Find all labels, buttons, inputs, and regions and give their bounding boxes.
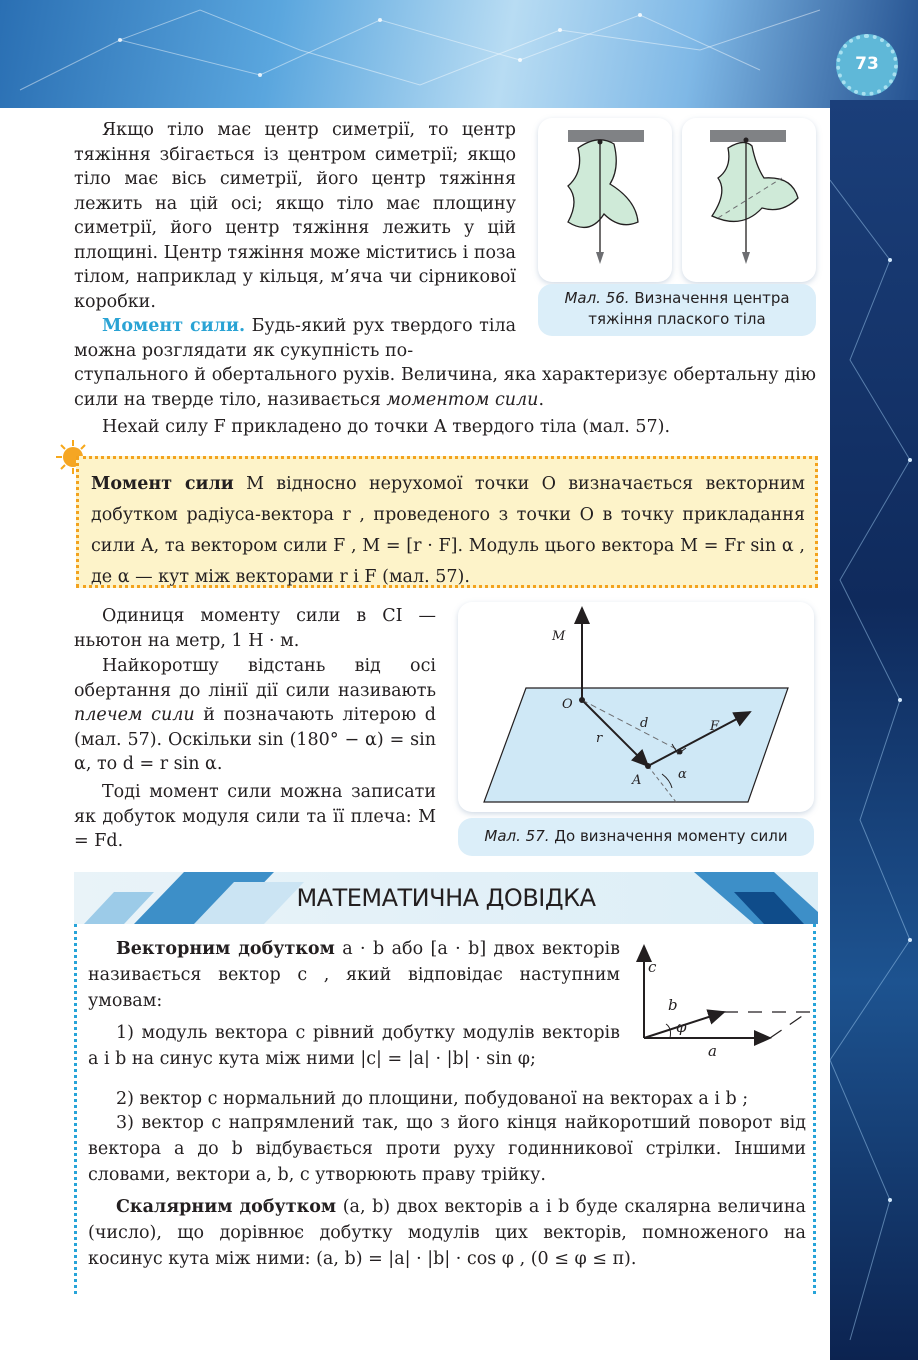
plumb-line-figure-2 [682,118,816,282]
label-alpha: α [678,767,687,782]
paragraph-moment-intro-a: Момент сили. Будь-який рух твердого тіла можна розглядати як сукупність по- [74,316,516,361]
math-reference-title: МАТЕМАТИЧНА ДОВІДКА [296,884,596,912]
term-dot-product: Скалярним добутком [116,1197,337,1217]
paragraph-moment-formula: Тоді момент сили можна записати як добуток модуля сили та її плеча: M = Fd. [74,782,436,851]
paragraph-symmetry: Якщо тіло має центр симетрії, то центр тяжіння збігається із центром симетрії; якщо тіло має вісь симетрії, його центр тяжіння лежить на цій осі; якщо тіло має площину симетрії, його центр тяжіння лежить у цій площині. Центр тяжіння може міститись і поза тілом, наприклад у кільця, м’яча чи сірникової коробки. [74,120,516,312]
paragraph-lever-arm [74,654,436,777]
page-number: 73 [855,54,879,74]
math-dot-product-def [88,1194,806,1272]
term-lever-arm: плечем сили [74,705,195,725]
lever-text-a: Найкоротшу відстань від осі обертання до лінії дії сили називають [74,656,436,701]
fig57-text: До визначення моменту сили [554,827,788,845]
cross-product-text: a · b або [a · b] двох векторів називається вектор c , який відповідає наступним умовам: [88,939,621,1011]
plumb-line-figure-1 [538,118,672,282]
math-condition-2: 2) вектор c нормальний до площини, побудованої на векторах a і b ; [116,1089,749,1109]
math-reference-header [74,872,818,924]
header-banner [0,0,918,108]
constellation-decoration [0,0,918,108]
label-M: M [552,629,566,644]
vector-product-diagram [630,940,810,1060]
diagram-label-c: c [648,958,657,976]
paragraph-force-applied: Нехай силу F прикладено до точки A твердого тіла (мал. 57). [102,417,671,437]
fig57-label: Мал. 57. [484,827,550,845]
paragraph-unit: Одиниця моменту сили в СІ — ньютон на метр, 1 Н · м. [74,606,436,651]
term-cross-product: Векторним добутком [116,939,335,959]
diagram-label-phi: φ [676,1018,687,1036]
math-condition-1: 1) модуль вектора c рівний добутку модулів векторів a і b на синус кута між ними |c| = |a| · |b| · sin φ; [88,1023,620,1069]
diagram-label-b: b [668,996,678,1014]
fig56-caption [538,284,816,336]
label-r: r [596,731,603,746]
side-decoration [830,100,918,1360]
fig57-caption [458,818,814,856]
dot-product-text: (a, b) двох векторів a і b буде скалярна величина (число), що дорівнює добутку модулів цих векторів, помноженого на косинус кута між ними: (a, b) = |a| · |b| · cos φ , (0 ≤ φ ≤ π). [88,1197,806,1269]
fig57-panel [458,602,814,812]
fig56-label: Мал. 56. [564,289,630,307]
definition-text: M відносно нерухомої точки O визначається векторним добутком радіуса-вектора r , проведеного з точки O в точку прикладання сили A, та вектором сили F , M = [r · F]. Модуль цього вектора M = Fr sin α , де α — кут між векторами r і F (мал. 57). [91,474,805,587]
label-A: A [632,773,642,788]
math-cross-product-def [88,936,620,1014]
fig56-panel-left [538,118,672,282]
label-F: F [710,719,720,734]
page-number-badge [836,34,898,96]
label-d: d [640,716,649,731]
math-condition-3: 3) вектор c напрямлений так, що з його кінця найкоротший поворот від вектора a до b відбувається проти руху годинникової стрілки. Іншими словами, вектори a, b, c утворюють праву трійку. [88,1113,806,1185]
term-moment-italic: моментом сили [386,389,539,410]
fig56-panel-right [682,118,816,282]
paragraph-moment-intro-b: ступального й обертального рухів. Величина, яка характеризує обертальну дію сили на тверде тіло, називається моментом сили. [74,365,816,410]
term-moment: Момент сили. [102,316,246,336]
definition-term: Момент сили [91,474,234,494]
definition-box [76,456,818,588]
diagram-label-a: a [708,1042,717,1060]
label-O: O [562,697,573,712]
lever-text-b: й позначають літерою d (мал. 57). Оскільки sin (180° − α) = sin α, то d = r sin α. [74,705,436,774]
moment-of-force-diagram [458,602,814,812]
fig56-text: Визначення центра тяжіння плаского тіла [588,289,790,328]
